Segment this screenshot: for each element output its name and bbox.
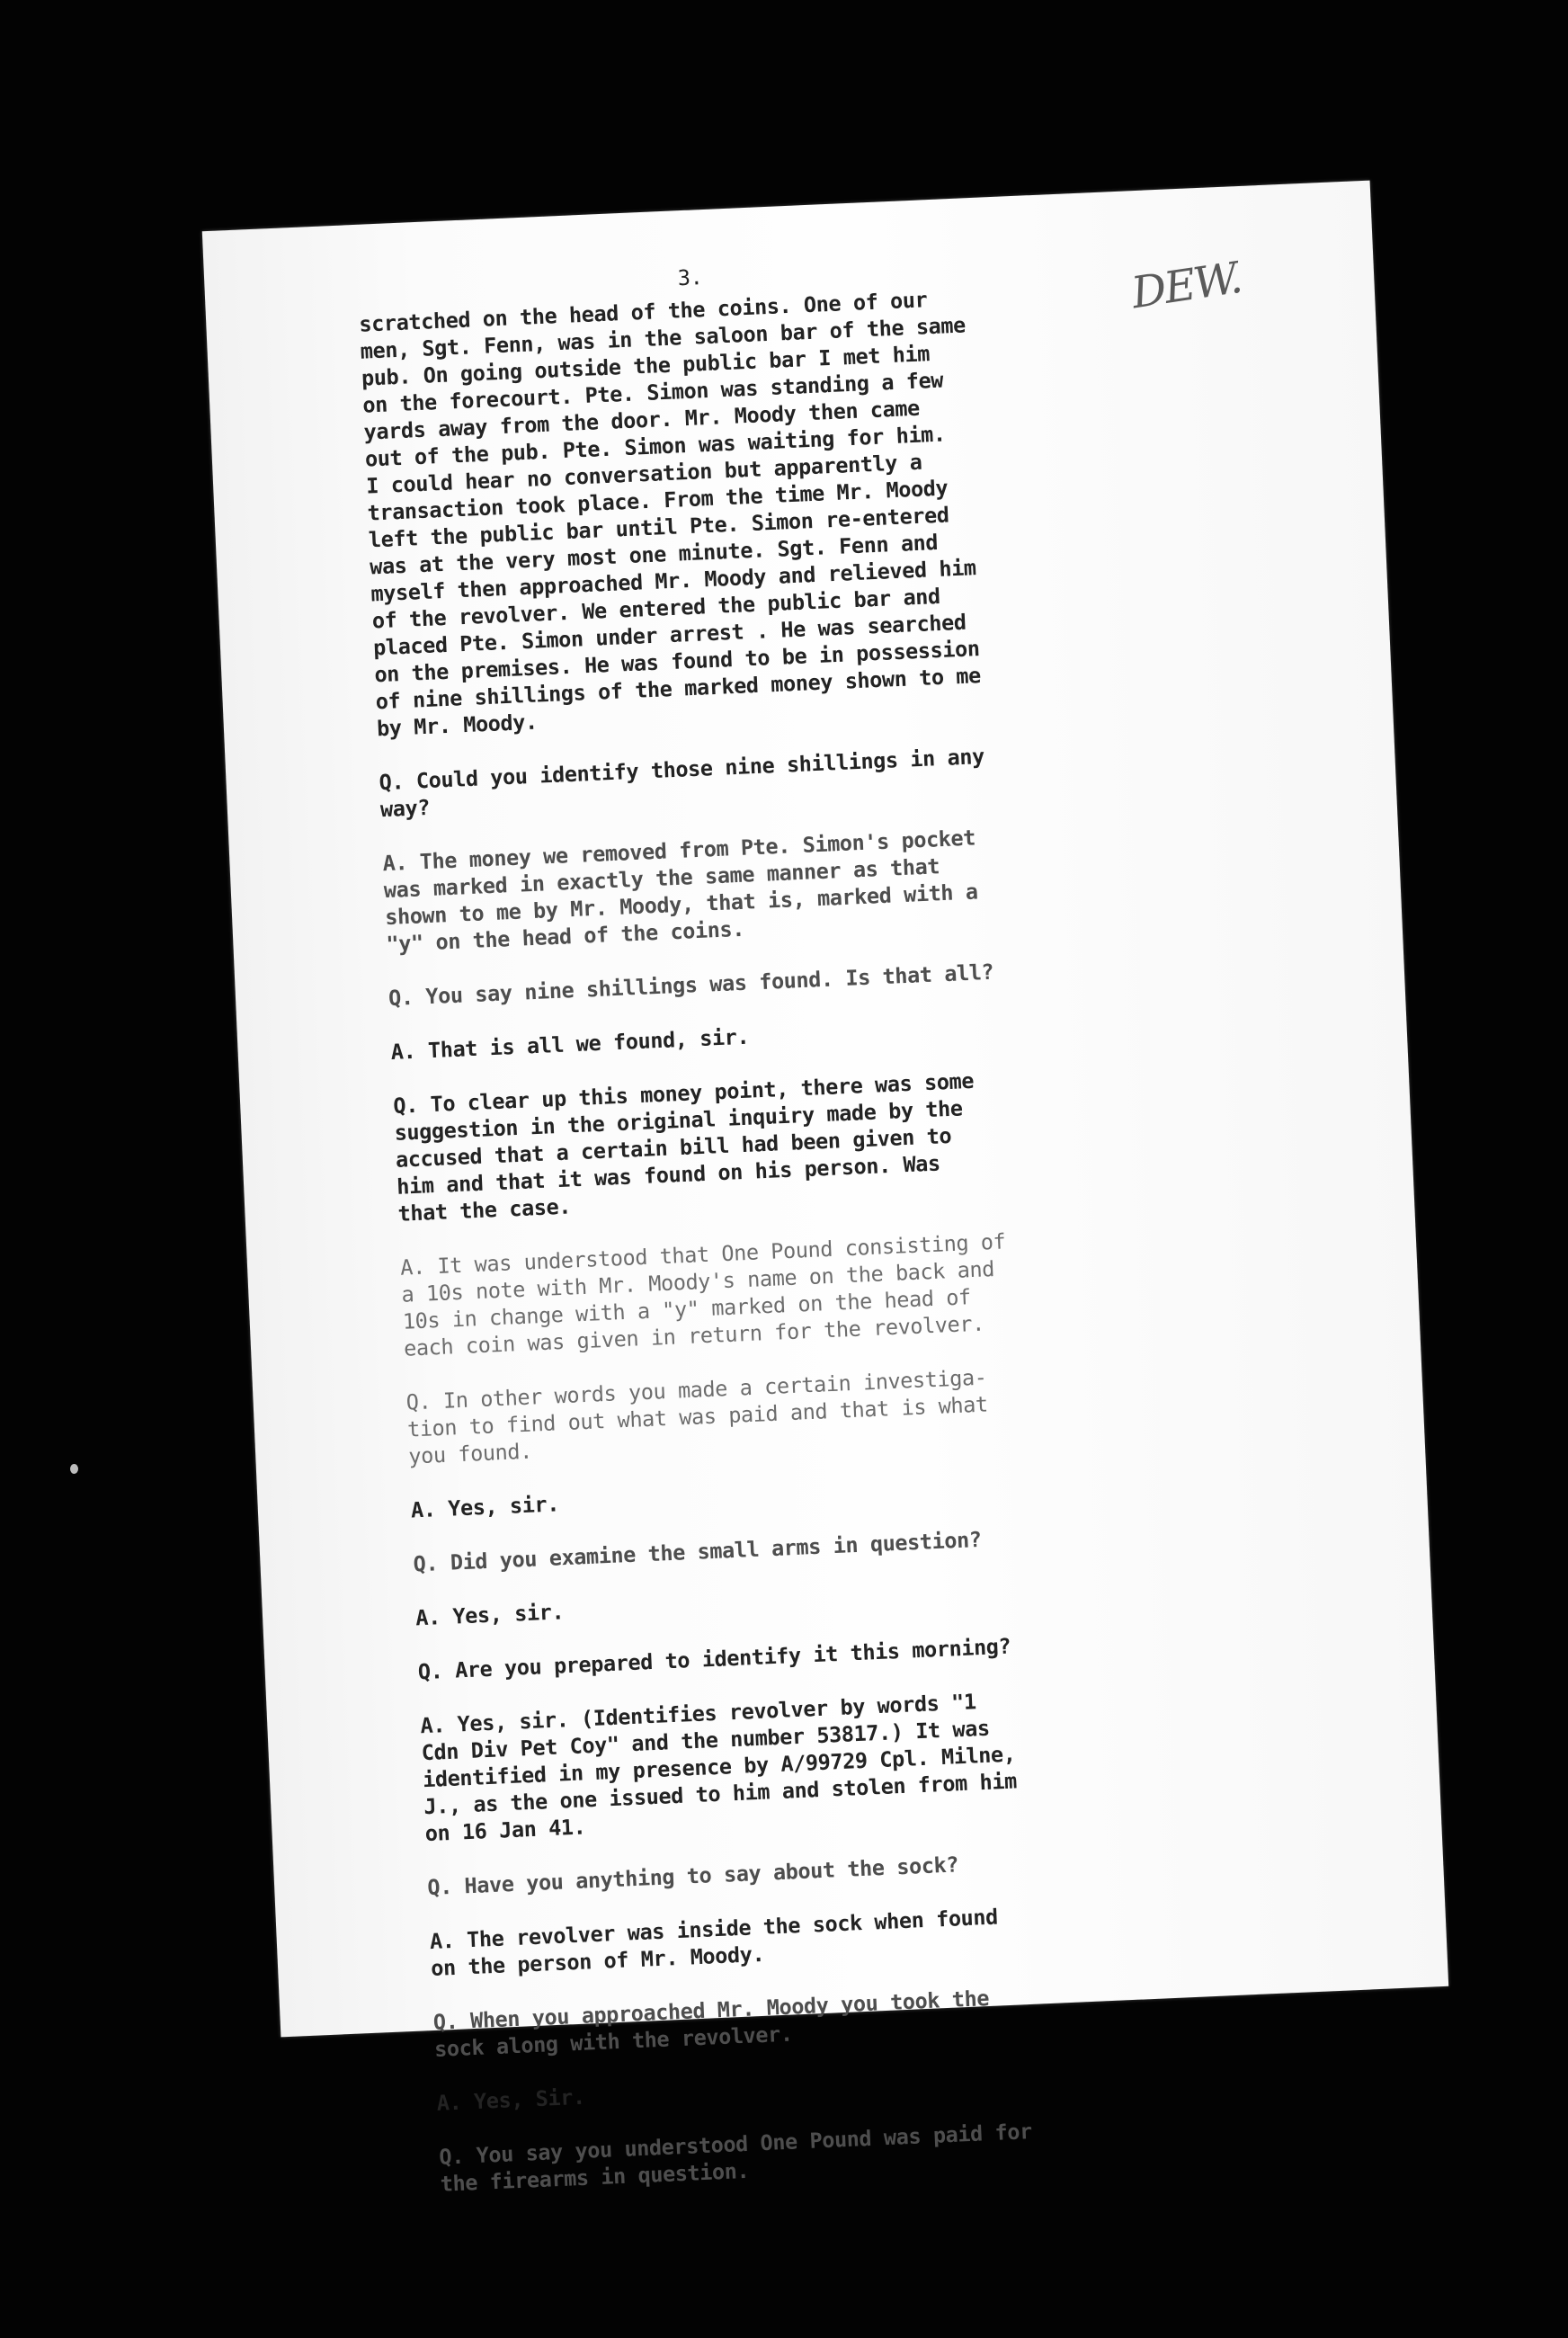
answer: A. Yes, sir. (Identifies revolver by words "1 Cdn Div Pet Coy" and the number 53817.) It was identified in my presence by A/99729 Cpl. Milne, J., as the one issued to him and stolen from him on 16 Jan 41. [419,1689,1018,1847]
page-number: 3. [677,264,703,291]
question: Q. Have you anything to say about the sock? [426,1852,959,1901]
answer: A. Yes, Sir. [436,2084,586,2116]
handwritten-initials: DEW. [1127,252,1244,319]
question: Q. Are you prepared to identify it this morning? [417,1633,1011,1685]
document-page [202,181,1448,2197]
film-speck [70,1464,78,1474]
question: Q. To clear up this money point, there was some suggestion in the original inquiry made by the accused that a certain bill had been given to him and that it was found on his person. Was that the case. [392,1067,975,1227]
question: Q. Did you examine the small arms in question? [413,1526,983,1577]
answer: A. The money we removed from Pte. Simon's pocket was marked in exactly the same manner as that shown to me by Mr. Moody, that is, marked with a "y" on the head of the coins. [382,825,979,958]
typed-transcript [357,244,1233,2224]
question: Q. You say you understood One Pound was paid for the firearms in question. [438,2119,1033,2197]
answer: A. Yes, sir. [410,1491,560,1523]
question: Q. Could you identify those nine shillings in any way? [379,743,985,823]
answer: A. Yes, sir. [414,1599,565,1631]
statement-paragraph: scratched on the head of the coins. One of our men, Sgt. Fenn, was in the saloon bar of the same pub. On going outside the public bar I met him on the forecourt. Pte. Simon was standing a few yards away from the door. Mr. Moody then came out of the pub. Pte. Simon was waiting for him. I could hear no conversation but apparently a transaction took place. From the time Mr. Moody left the public bar until Pte. Simon re-entered was at the very most one minute. Sgt. Fenn and myself then approached Mr. Moody and relieved him of the revolver. We entered the public bar and placed Pte. Simon under arrest . He was searched on the premises. He was found to be in possession of nine shillings of the marked money shown to me by Mr. Moody. [358,287,982,742]
question: Q. You say nine shillings was found. Is that all? [388,959,994,1012]
question: Q. When you approached Mr. Moody you took the sock along with the revolver. [432,1986,990,2062]
answer: A. It was understood that One Pound consisting of a 10s note with Mr. Moody's name on the back and 10s in change with a "y" marked on the head of each coin was given in return for the revolver. [399,1228,1006,1361]
answer: A. That is all we found, sir. [390,1023,750,1066]
question: Q. In other words you made a certain investiga- tion to find out what was paid and that is what you found. [405,1364,989,1469]
answer: A. The revolver was inside the sock when found on the person of Mr. Moody. [429,1904,999,1982]
